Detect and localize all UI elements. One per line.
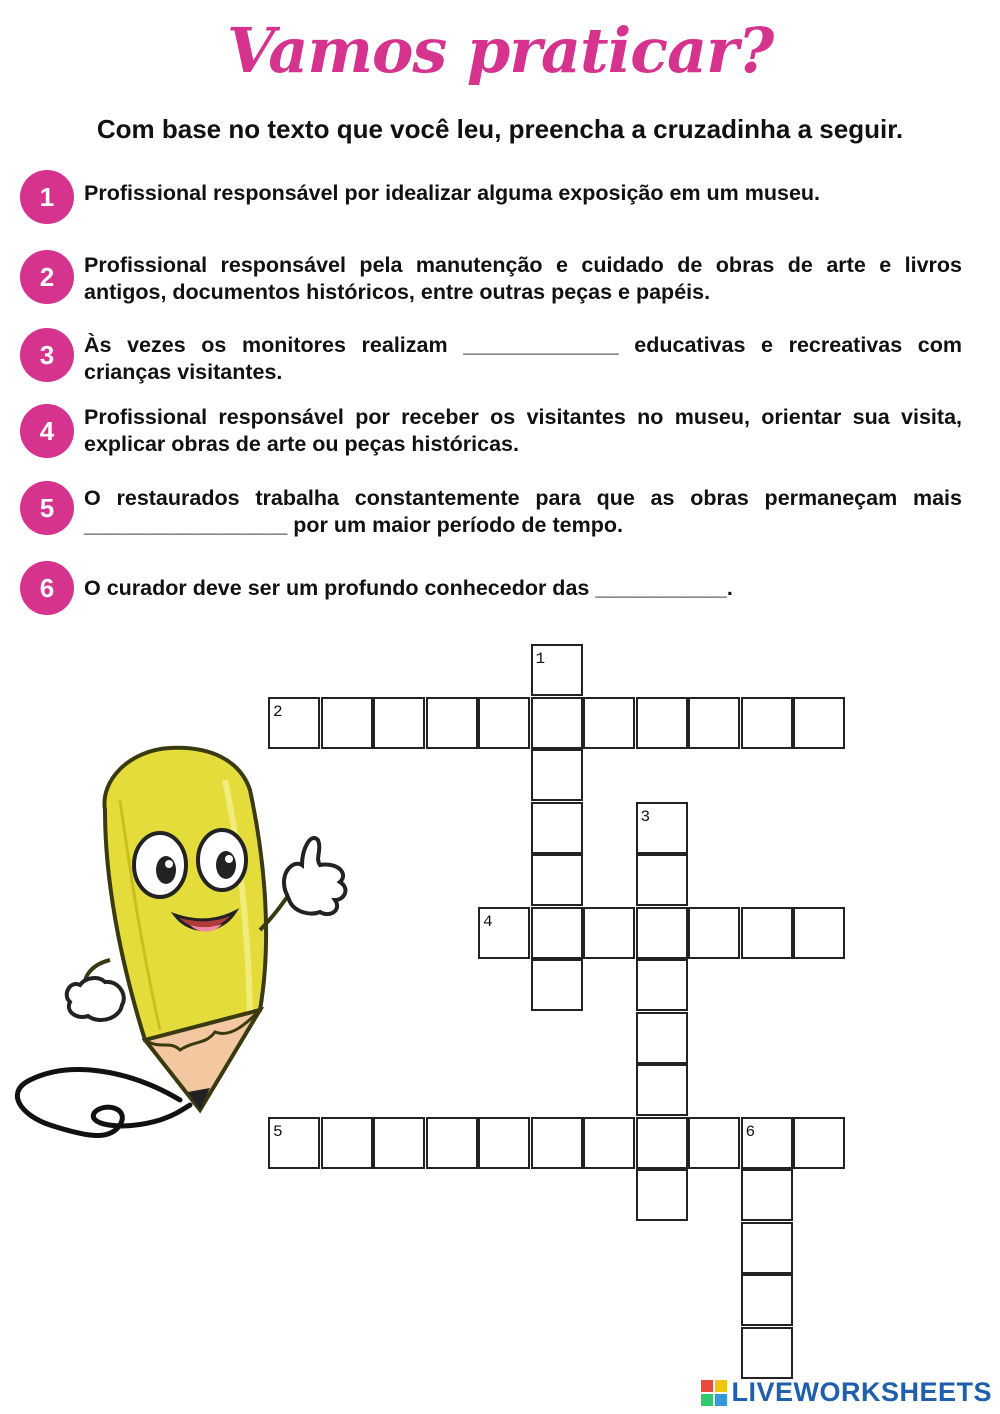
crossword-cell[interactable] xyxy=(741,697,793,749)
crossword-cell[interactable] xyxy=(688,1117,740,1169)
crossword-cell[interactable] xyxy=(636,854,688,906)
crossword-cell[interactable] xyxy=(636,959,688,1011)
crossword-cell[interactable] xyxy=(636,1169,688,1221)
letter-input[interactable] xyxy=(533,751,581,799)
crossword-cell[interactable] xyxy=(636,1064,688,1116)
clue-text: Profissional responsável por idealizar alguma exposição em um museu. xyxy=(84,181,821,205)
letter-input[interactable] xyxy=(795,1119,843,1167)
clue-text: O curador deve ser um profundo conhecedor das ___________. xyxy=(84,576,733,600)
crossword-cell[interactable] xyxy=(373,1117,425,1169)
letter-input[interactable] xyxy=(795,699,843,747)
crossword-cell[interactable] xyxy=(426,1117,478,1169)
liveworksheets-logo-icon xyxy=(701,1380,727,1406)
letter-input[interactable] xyxy=(375,1119,423,1167)
letter-input[interactable] xyxy=(480,699,528,747)
crossword-cell[interactable] xyxy=(688,697,740,749)
crossword-cell[interactable] xyxy=(636,1012,688,1064)
cell-clue-number: 2 xyxy=(273,702,283,721)
letter-input[interactable] xyxy=(638,1119,686,1167)
crossword-cell[interactable] xyxy=(531,802,583,854)
crossword-cell[interactable] xyxy=(478,1117,530,1169)
crossword-cell[interactable] xyxy=(741,1327,793,1379)
letter-input[interactable] xyxy=(428,1119,476,1167)
letter-input[interactable] xyxy=(533,909,581,957)
clue-number-badge: 5 xyxy=(20,481,74,535)
logo-square xyxy=(701,1394,713,1406)
crossword-cell[interactable] xyxy=(531,749,583,801)
letter-input[interactable] xyxy=(638,909,686,957)
letter-input[interactable] xyxy=(638,856,686,904)
crossword-cell[interactable] xyxy=(793,907,845,959)
crossword-cell[interactable] xyxy=(321,697,373,749)
letter-input[interactable] xyxy=(743,909,791,957)
crossword-cell[interactable] xyxy=(741,907,793,959)
crossword-cell[interactable] xyxy=(741,1274,793,1326)
letter-input[interactable] xyxy=(533,856,581,904)
letter-input[interactable] xyxy=(323,699,371,747)
clue-number-badge: 4 xyxy=(20,404,74,458)
crossword-cell[interactable] xyxy=(531,854,583,906)
instructions: Com base no texto que você leu, preencha a cruzadinha a seguir. xyxy=(96,114,904,144)
page-title: Vamos praticar? xyxy=(226,14,774,87)
letter-input[interactable] xyxy=(743,1171,791,1219)
crossword-cell[interactable] xyxy=(636,907,688,959)
clue-number-badge: 2 xyxy=(20,250,74,304)
crossword-cell[interactable] xyxy=(583,907,635,959)
crossword-cell[interactable] xyxy=(741,1222,793,1274)
cell-clue-number: 4 xyxy=(483,912,493,931)
crossword-cell[interactable] xyxy=(793,1117,845,1169)
clue-text: Às vezes os monitores realizam _____________ educativas e recreativas com crianças visitantes. xyxy=(84,333,962,384)
crossword-cell[interactable] xyxy=(583,1117,635,1169)
letter-input[interactable] xyxy=(533,804,581,852)
crossword-cell[interactable] xyxy=(531,907,583,959)
crossword-cell[interactable] xyxy=(688,907,740,959)
cell-clue-number: 6 xyxy=(745,1122,756,1141)
letter-input[interactable] xyxy=(375,699,423,747)
crossword-cell[interactable] xyxy=(636,802,688,854)
letter-input[interactable] xyxy=(743,1276,791,1324)
letter-input[interactable] xyxy=(638,699,686,747)
crossword-cell[interactable] xyxy=(373,697,425,749)
letter-input[interactable] xyxy=(690,699,738,747)
crossword-cell[interactable] xyxy=(531,697,583,749)
letter-input[interactable] xyxy=(743,1119,791,1167)
letter-input[interactable] xyxy=(638,961,686,1009)
crossword-cell[interactable] xyxy=(321,1117,373,1169)
clue-number-badge: 1 xyxy=(20,170,74,224)
clue-text: Profissional responsável pela manutenção e cuidado de obras de arte e livros antigos, documentos históricos, entre outras peças e papéis. xyxy=(84,253,962,304)
letter-input[interactable] xyxy=(585,1119,633,1167)
letter-input[interactable] xyxy=(270,1119,318,1167)
cell-clue-number: 3 xyxy=(640,807,651,826)
crossword-cell[interactable] xyxy=(741,1117,793,1169)
cell-clue-number: 1 xyxy=(535,650,546,668)
letter-input[interactable] xyxy=(743,1329,791,1377)
crossword-cell[interactable] xyxy=(478,697,530,749)
crossword-cell[interactable] xyxy=(268,697,320,749)
letter-input[interactable] xyxy=(480,1119,528,1167)
crossword-cell[interactable] xyxy=(531,959,583,1011)
brand-name: LIVEWORKSHEETS xyxy=(731,1377,992,1407)
letter-input[interactable] xyxy=(270,699,318,747)
letter-input[interactable] xyxy=(585,909,633,957)
clue-text: Profissional responsável por receber os visitantes no museu, orientar sua visita, explicar obras de arte ou peças históricas. xyxy=(84,405,962,456)
crossword-grid xyxy=(268,644,848,1384)
letter-input[interactable] xyxy=(428,699,476,747)
logo-square xyxy=(701,1380,713,1392)
clue-text: O restaurados trabalha constantemente para que as obras permaneçam mais _________________ por um maior período de tempo. xyxy=(84,486,962,537)
letter-input[interactable] xyxy=(743,699,791,747)
letter-input[interactable] xyxy=(533,961,581,1009)
letter-input[interactable] xyxy=(533,646,581,694)
logo-square xyxy=(715,1380,727,1392)
letter-input[interactable] xyxy=(638,1171,686,1219)
footer-branding xyxy=(701,1377,992,1408)
letter-input[interactable] xyxy=(323,1119,371,1167)
crossword-cell[interactable] xyxy=(793,697,845,749)
letter-input[interactable] xyxy=(690,909,738,957)
letter-input[interactable] xyxy=(638,1014,686,1062)
letter-input[interactable] xyxy=(533,699,581,747)
crossword-cell[interactable] xyxy=(583,697,635,749)
letter-input[interactable] xyxy=(585,699,633,747)
crossword-cell[interactable] xyxy=(636,697,688,749)
letter-input[interactable] xyxy=(638,1066,686,1114)
letter-input[interactable] xyxy=(638,804,686,852)
crossword-cell[interactable] xyxy=(531,644,583,696)
crossword-cell[interactable] xyxy=(426,697,478,749)
cell-clue-number: 5 xyxy=(273,1122,283,1141)
letter-input[interactable] xyxy=(480,909,528,957)
letter-input[interactable] xyxy=(743,1224,791,1272)
crossword-cell[interactable] xyxy=(531,1117,583,1169)
clue-number-badge: 6 xyxy=(20,561,74,615)
crossword-cell[interactable] xyxy=(478,907,530,959)
clue-number-badge: 3 xyxy=(20,328,74,382)
crossword-cell[interactable] xyxy=(268,1117,320,1169)
logo-square xyxy=(715,1394,727,1406)
letter-input[interactable] xyxy=(795,909,843,957)
crossword-cell[interactable] xyxy=(636,1117,688,1169)
letter-input[interactable] xyxy=(690,1119,738,1167)
crossword-cell[interactable] xyxy=(741,1169,793,1221)
letter-input[interactable] xyxy=(533,1119,581,1167)
